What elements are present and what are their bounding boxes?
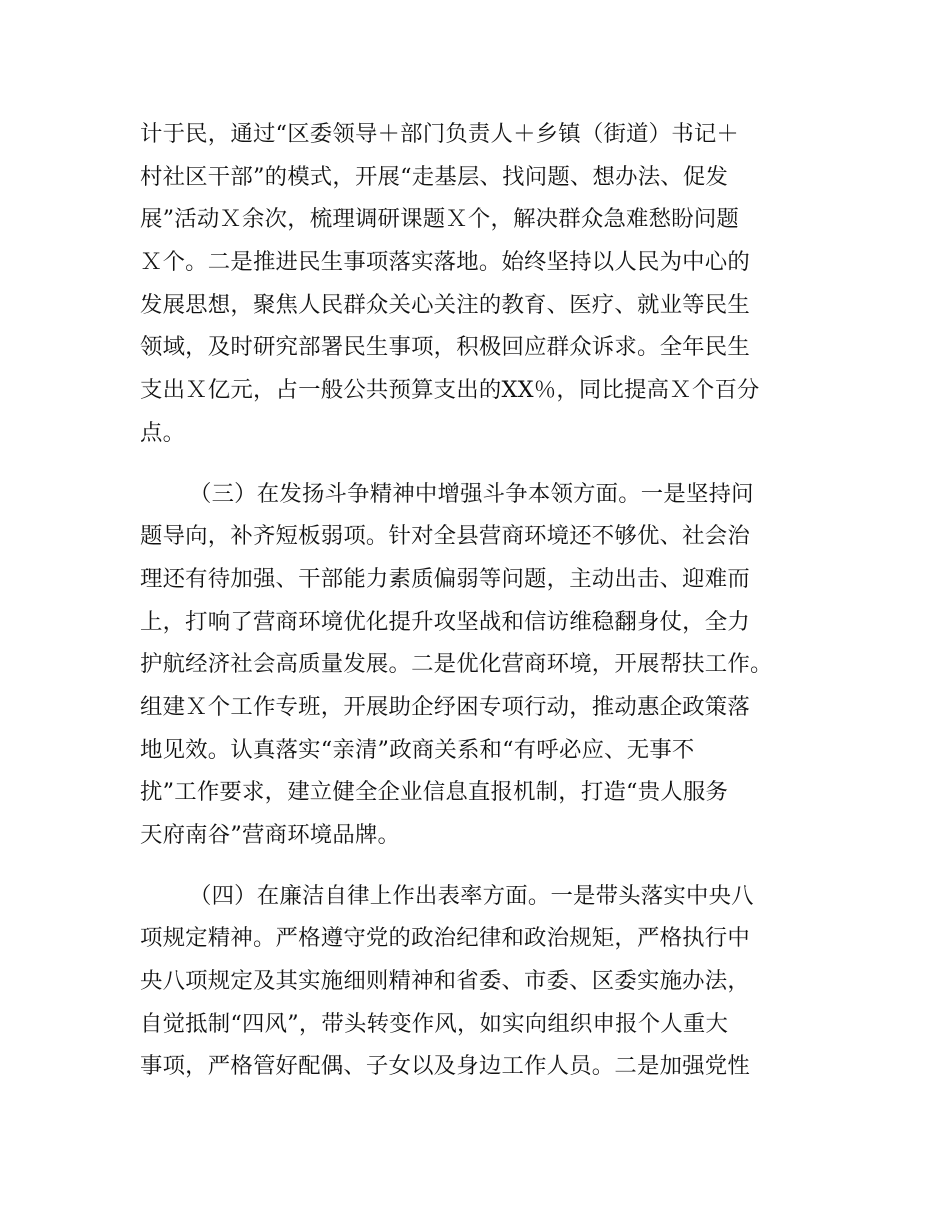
text-line: 央八项规定及其实施细则精神和省委、市委、区委实施办法， (140, 968, 750, 995)
paragraph-3 (140, 875, 812, 1088)
paragraph-spacer (140, 455, 812, 473)
text-line: 点。 (140, 419, 186, 446)
text-line: （三）在发扬斗争精神中增强斗争本领方面。一是坚持问 (189, 480, 754, 507)
paragraph-2 (140, 473, 812, 857)
text-line: 理还有待加强、干部能力素质偏弱等问题，主动出击、迎难而 (140, 565, 750, 592)
document-page (140, 113, 812, 1088)
text-line: 领域，及时研究部署民生事项，积极回应群众诉求。全年民生 (140, 334, 750, 361)
text-line: 支出Ｘ亿元，占一般公共预算支出的XX％，同比提高Ｘ个百分 (140, 377, 760, 404)
text-line: 扰”工作要求，建立健全企业信息直报机制，打造“贵人服务 (140, 779, 729, 806)
text-line: 天府南谷”营商环境品牌。 (140, 822, 401, 848)
text-line: 地见效。认真落实“亲清”政商关系和“有呼必应、无事不 (140, 736, 695, 763)
text-line: 村社区干部”的模式，开展“走基层、找问题、想办法、促发 (140, 163, 729, 190)
text-line: 题导向，补齐短板弱项。针对全县营商环境还不够优、社会治 (140, 523, 750, 550)
paragraph-spacer (140, 857, 812, 875)
text-line: Ｘ个。二是推进民生事项落实落地。始终坚持以人民为中心的 (140, 249, 750, 276)
text-line: 项规定精神。严格遵守党的政治纪律和政治规矩，严格执行中 (140, 925, 750, 952)
text-line: 展”活动Ｘ余次，梳理调研课题Ｘ个，解决群众急难愁盼问题 (140, 206, 740, 233)
text-line: 计于民，通过“区委领导＋部门负责人＋乡镇（街道）书记＋ (140, 121, 740, 147)
text-line: 护航经济社会高质量发展。二是优化营商环境，开展帮扶工作。 (140, 651, 773, 678)
text-line: 组建Ｘ个工作专班，开展助企纾困专项行动，推动惠企政策落 (140, 693, 750, 720)
text-line: 自觉抵制“四风”，带头转变作风，如实向组织申报个人重大 (140, 1010, 729, 1037)
text-line: 上，打响了营商环境优化提升攻坚战和信访维稳翻身仗，全力 (140, 608, 750, 635)
paragraph-1 (140, 113, 812, 455)
text-line: 事项，严格管好配偶、子女以及身边工作人员。二是加强党性 (140, 1053, 750, 1080)
text-line: （四）在廉洁自律上作出表率方面。一是带头落实中央八 (189, 882, 754, 909)
text-line: 发展思想，聚焦人民群众关心关注的教育、医疗、就业等民生 (140, 291, 750, 318)
